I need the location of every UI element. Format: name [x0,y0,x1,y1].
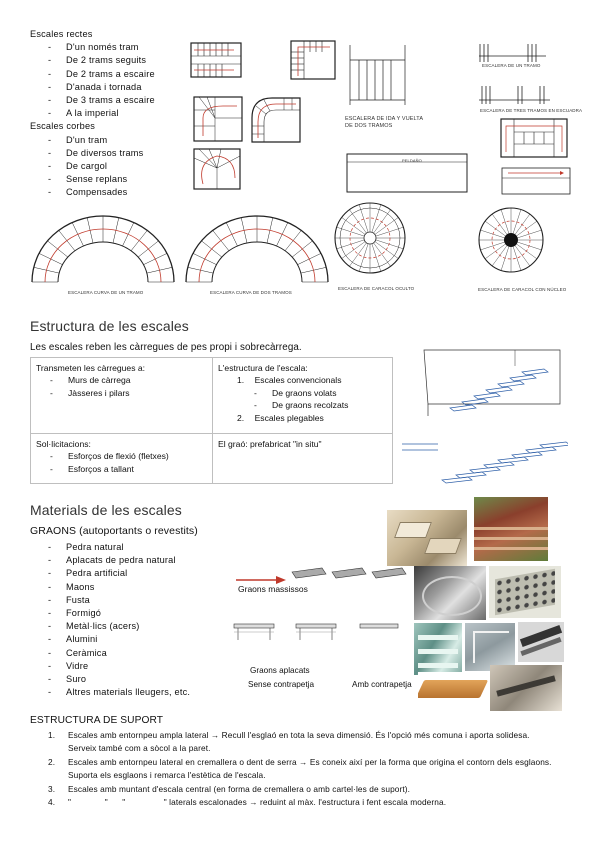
caption-curva-dos-tramos: ESCALERA CURVA DE DOS TRAMOS [210,290,292,295]
list-item: - A la imperial [30,107,210,120]
photo-aluminium-stairs [465,623,515,671]
straight-stairs-title: Escales rectes [30,29,93,39]
caption-un-tramo: ESCALERA DE UN TRAMO [482,63,541,68]
item-number: 4. [48,797,56,808]
item-text: " " " " laterals escalonades → reduint al màx. l'estructura i fent escala moderna. [68,797,447,808]
step-shape [442,477,472,483]
drawing-line [349,243,366,266]
item-text: Escales amb muntant d'escala central (en forma de cremallera o amb cartel·les de suport). [68,783,411,794]
photo-anti-slip-profile [518,622,564,662]
list-item: - Formigó [30,607,230,620]
estructura-intro: Les escales reben les càrregues de pes propi i sobrecàrrega. [30,342,302,353]
list-item: - Metàl·lics (acers) [30,620,230,633]
list-item: - Sense replans [30,173,210,186]
photo-wood-step [418,672,488,708]
list-item: - Aplacats de pedra natural [30,554,230,567]
section-heading-suport: ESTRUCTURA DE SUPORT [30,715,164,726]
step-shape [456,472,486,478]
drawing-line [485,244,505,259]
estructura-table [30,357,393,484]
materials-list [30,541,230,699]
item-number: 1. [237,375,245,386]
imperial-plan-drawing [500,118,568,158]
cantilever-steps-drawing [420,346,566,426]
l-shaped-plan-drawing [290,40,336,80]
step-shape [450,405,476,411]
label-graons-massissos: Graons massissos [238,584,308,594]
cell-list [32,450,207,475]
caption-plan-label: PELDAÑO [402,158,422,163]
label-graons-aplacats: Graons aplacats [250,666,310,675]
table-cell-grao: El graó: prefabricat "in situ" [213,434,393,484]
supported-steps-drawing [398,430,568,488]
winder-plan-drawing [193,96,243,142]
list-item: - De 3 trams a escaire [30,94,210,107]
list-item: - Murs de càrrega [32,374,207,386]
step-shape [526,447,556,453]
step-shape [470,467,500,473]
caption-caracol-con-nucleo: ESCALERA DE CARACOL CON NÚCLEO [478,287,567,292]
caption-tres-tramos: ESCALERA DE TRES TRAMOS EN ESCUADRA [480,108,583,113]
photo-stone-steps [387,510,467,566]
drawing-line [515,246,530,266]
list-item: - Altres materials lleugers, etc. [30,686,230,699]
table-cell-estructura-escala [213,358,393,434]
step-shape [486,387,512,393]
drawing-line [501,247,509,271]
list-item [30,756,560,783]
list-item: - Pedra natural [30,541,230,554]
drawing-line [342,217,365,234]
list-item: - De graons volats [236,387,387,399]
list-item: - D'anada i tornada [30,81,210,94]
caption-caracol-oculto: ESCALERA DE CARACOL OCULTO [338,286,415,291]
section-heading-estructura: Estructura de les escales [30,318,189,334]
photo-brick-stairs [474,497,548,561]
spiral-hidden-core-drawing [332,200,408,276]
step-shape [484,462,514,468]
numbered-item [218,412,387,424]
item-text: Escales convencionals [254,375,342,386]
section-heading-materials: Materials de les escales [30,502,182,518]
spiral-corner-plan-drawing [193,148,241,190]
item-number: 2. [237,412,245,423]
list-item [30,729,560,756]
drawing-line [517,221,537,236]
caption-curva-un-tramo: ESCALERA CURVA DE UN TRAMO [68,290,144,295]
list-item: - Suro [30,673,230,686]
drawing-line [492,214,507,234]
cell-title: Sol·licitacions: [36,439,91,449]
list-item: - Fusta [30,594,230,607]
ida-vuelta-elevation-drawing [345,40,425,110]
item-text: Escales amb entornpeu lateral en cremallera o dent de serra → Es coneix així per la forma que origina el contorn dels esglaons. Suporta els esglaons i remarca l'estètica de l'escala. [68,756,552,781]
cladded-steps-drawing [232,614,402,642]
two-flight-plan-drawing [190,42,242,78]
cell-title: L'estructura de l'escala: [218,363,308,373]
drawing-line [518,242,542,250]
one-flight-elevation-drawing [478,42,548,64]
list-item: - Compensades [30,186,210,199]
sub-list [236,387,387,412]
list-item: - Vidre [30,660,230,673]
spiral-with-core-drawing [476,205,546,275]
caption-ida-vuelta: ESCALERA DE IDA Y VUELTA DE DOS TRAMOS [345,116,424,129]
step-shape [498,457,528,463]
list-item: - De 2 trams a escaire [30,68,210,81]
table-cell-sollicitacions [31,434,213,484]
drawing-line [342,242,365,259]
list-item [30,783,560,796]
list-item: - Ceràmica [30,647,230,660]
list-item: - De graons recolzats [236,399,387,411]
item-number: 2. [48,756,56,767]
label-amb-contrapetja: Amb contrapetja [352,680,412,689]
drawing-line [485,221,505,236]
graons-subheading: GRAONS (autoportants o revestits) [30,525,198,537]
list-item: - D'un només tram [30,41,210,54]
cell-title: Transmeten les càrregues a: [36,363,146,373]
step-shape [540,442,568,448]
list-item: - De diversos trams [30,147,210,160]
list-item [30,796,560,809]
photo-glass-steps [414,623,462,675]
numbered-item [218,374,387,386]
step-shape [498,381,524,387]
elevation-small-drawing [500,166,572,196]
item-text: Escales amb entornpeu ampla lateral → Recull l'esglaó en tota la seva dimensió. És l'opció més comuna i aporta solidesa. Serveix també com a sòcol a la paret. [68,730,530,754]
photo-metal-spiral [414,566,486,620]
item-text: Escales plegables [254,412,324,423]
curved-two-flights-drawing [182,210,332,286]
step-shape [474,393,500,399]
list-item: - Esforços de flexió (fletxes) [32,450,207,462]
list-item: - Maons [30,581,230,594]
item-number: 3. [48,783,56,794]
list-item: - Jàsseres i pilars [32,387,207,399]
list-item: - De cargol [30,160,210,173]
table-cell-transmeten [31,358,213,434]
list-item: - Esforços a tallant [32,463,207,475]
step-shape [522,369,548,375]
curved-one-flight-drawing [28,210,178,286]
list-item: - De 2 trams seguits [30,54,210,67]
cell-list [32,374,207,399]
photo-nosing-profile [490,665,562,711]
curved-corner-plan-drawing [250,96,302,144]
drawing-line [374,243,391,266]
step-shape [512,452,542,458]
photo-perforated-step [489,566,561,618]
three-flight-elevation-drawing [478,84,552,106]
suport-list [30,729,560,809]
stair-types-list [30,28,210,200]
straight-stairs-list [30,41,210,120]
list-item: - Pedra artificial [30,567,230,580]
item-number: 1. [48,730,56,740]
step-shape [510,375,536,381]
label-sense-contrapetja: Sense contrapetja [248,680,314,689]
list-item: - D'un tram [30,134,210,147]
curved-stairs-list [30,134,210,200]
list-item: - Alumini [30,633,230,646]
curved-stairs-title: Escales corbes [30,121,96,132]
drawing-line [515,214,530,234]
